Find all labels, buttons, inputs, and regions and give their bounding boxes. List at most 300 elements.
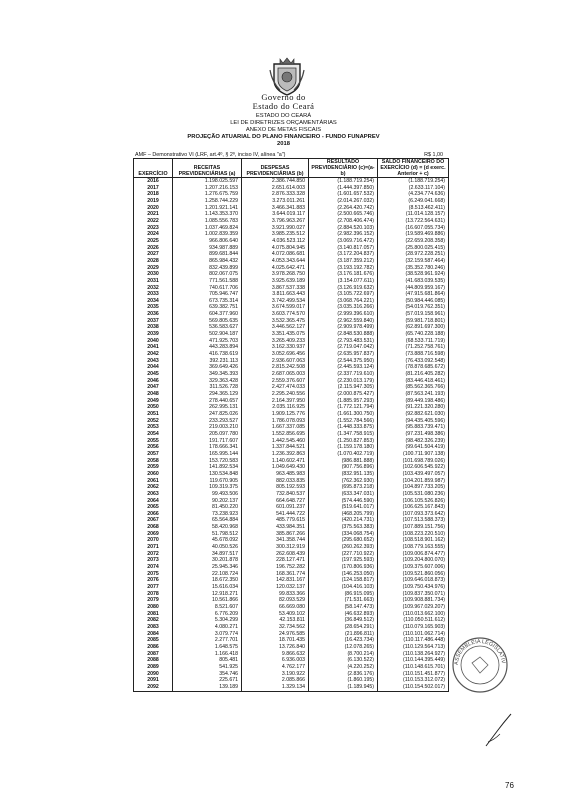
receitas-cell: 30.201.878 [173,557,242,564]
saldo-cell: (110.151.451.877) [378,671,449,678]
year-cell: 2060 [134,471,173,478]
receitas-cell: 369.649.426 [173,364,242,371]
receitas-cell: 805.481 [173,657,242,664]
receitas-cell: 8.521.607 [173,604,242,611]
year-cell: 2030 [134,271,173,278]
year-cell: 2029 [134,265,173,272]
table-row [134,458,449,465]
government-title-line1: Governo do [261,92,306,102]
year-cell: 2051 [134,411,173,418]
table-row [134,471,449,478]
year-cell: 2066 [134,511,173,518]
year-cell: 2039 [134,331,173,338]
receitas-cell: 6.776.209 [173,611,242,618]
year-cell: 2040 [134,338,173,345]
table-row [134,651,449,658]
resultado-cell: (2.999.396.610) [309,311,378,318]
table-row [134,265,449,272]
table-row [134,304,449,311]
saldo-cell: (110.148.615.701) [378,664,449,671]
receitas-cell: 899.681.844 [173,251,242,258]
table-row [134,205,449,212]
saldo-cell: (105.531.080.236) [378,491,449,498]
despesas-cell: 2.164.397.950 [242,398,309,405]
resultado-cell: (986.881.888) [309,458,378,465]
table-row [134,331,449,338]
resultado-cell: (519.641.017) [309,504,378,511]
resultado-cell: (21.896.811) [309,631,378,638]
table-row [134,478,449,485]
receitas-cell: 1.198.025.597 [173,178,242,185]
year-cell: 2076 [134,577,173,584]
despesas-cell: 53.409.102 [242,611,309,618]
resultado-cell: (1.159.178.180) [309,444,378,451]
table-row [134,411,449,418]
saldo-cell: (107.093.373.642) [378,511,449,518]
resultado-cell: (2.445.593.124) [309,364,378,371]
receitas-cell: 865.984.432 [173,258,242,265]
receitas-cell: 130.534.848 [173,471,242,478]
receitas-cell: 354.746 [173,671,242,678]
resultado-cell: (124.158.817) [309,577,378,584]
receitas-cell: 471.925.703 [173,338,242,345]
saldo-cell: (99.641.504.419) [378,444,449,451]
coat-of-arms-icon [268,56,306,96]
saldo-cell: (100.711.907.138) [378,451,449,458]
table-row [134,451,449,458]
despesas-cell: 882.033.835 [242,478,309,485]
resultado-cell: (46.632.893) [309,611,378,618]
resultado-cell: (3.154.077.611) [309,278,378,285]
resultado-cell: (375.563.383) [309,524,378,531]
header-exercicio: EXERCÍCIO [134,159,173,178]
resultado-cell: (104.416.103) [309,584,378,591]
despesas-cell: 3.978.268.750 [242,271,309,278]
resultado-cell: (58.147.473) [309,604,378,611]
saldo-cell: (16.607.055.734) [378,225,449,232]
saldo-cell: (85.562.365.766) [378,384,449,391]
saldo-cell: (98.482.326.239) [378,438,449,445]
despesas-cell: 4.762.177 [242,664,309,671]
resultado-cell: (3.068.764.221) [309,298,378,305]
resultado-cell: (2.719.047.042) [309,344,378,351]
despesas-cell: 433.984.351 [242,524,309,531]
header-law: LEI DE DIRETRIZES ORÇAMENTÁRIAS [230,120,337,126]
saldo-cell: (110.144.395.449) [378,657,449,664]
saldo-cell: (109.646.018.873) [378,577,449,584]
saldo-cell: (110.101.062.714) [378,631,449,638]
table-row [134,684,449,691]
table-row [134,298,449,305]
despesas-cell: 196.752.282 [242,564,309,571]
despesas-cell: 3.265.409.233 [242,338,309,345]
saldo-cell: (11.014.128.157) [378,211,449,218]
saldo-cell: (95.883.739.471) [378,424,449,431]
despesas-cell: 9.866.632 [242,651,309,658]
table-row [134,597,449,604]
saldo-cell: (81.216.405.282) [378,371,449,378]
despesas-cell: 1.786.078.093 [242,418,309,425]
resultado-cell: (762.362.930) [309,478,378,485]
saldo-cell: (8.513.462.411) [378,205,449,212]
saldo-cell: (76.433.092.548) [378,358,449,365]
receitas-cell: 12.918.271 [173,591,242,598]
resultado-cell: (2.230.013.179) [309,378,378,385]
receitas-cell: 3.079.774 [173,631,242,638]
resultado-cell: (1.347.758.915) [309,431,378,438]
receitas-cell: 99.493.506 [173,491,242,498]
table-row [134,624,449,631]
resultado-cell: (2.848.530.888) [309,331,378,338]
table-row [134,631,449,638]
despesas-cell: 2.936.607.063 [242,358,309,365]
receitas-cell: 247.825.026 [173,411,242,418]
year-cell: 2024 [134,231,173,238]
despesas-cell: 2.035.116.925 [242,404,309,411]
receitas-cell: 165.995.144 [173,451,242,458]
saldo-cell: (87.563.241.193) [378,391,449,398]
table-row [134,604,449,611]
table-row [134,611,449,618]
receitas-cell: 139.189 [173,684,242,691]
table-row [134,351,449,358]
receitas-cell: 934.987.889 [173,245,242,252]
resultado-cell: (1.188.719.254) [309,178,378,185]
year-cell: 2063 [134,491,173,498]
receitas-cell: 802.067.075 [173,271,242,278]
year-cell: 2077 [134,584,173,591]
year-cell: 2035 [134,304,173,311]
saldo-cell: (110.050.511.612) [378,617,449,624]
table-row [134,617,449,624]
year-cell: 2034 [134,298,173,305]
year-cell: 2022 [134,218,173,225]
saldo-cell: (109.750.434.976) [378,584,449,591]
year-cell: 2031 [134,278,173,285]
header-saldo: SALDO FINANCEIRO DO EXERCÍCIO (d) = (d exerc. Anterior + c) [378,159,449,178]
despesas-cell: 6.936.003 [242,657,309,664]
table-row [134,225,449,232]
table-row [134,584,449,591]
despesas-cell: 541.444.722 [242,511,309,518]
signature-icon [484,712,514,748]
saldo-cell: (44.809.959.167) [378,285,449,292]
year-cell: 2037 [134,318,173,325]
resultado-cell: (2.500.665.746) [309,211,378,218]
receitas-cell: 73.238.923 [173,511,242,518]
resultado-cell: (1.601.657.532) [309,191,378,198]
resultado-cell: (2.000.875.427) [309,391,378,398]
table-row [134,431,449,438]
year-cell: 2070 [134,537,173,544]
header-receitas: RECEITAS PREVIDENCIÁRIAS (a) [173,159,242,178]
saldo-cell: (108.518.901.162) [378,537,449,544]
receitas-cell: 5.304.299 [173,617,242,624]
resultado-cell: (695.873.218) [309,484,378,491]
despesas-cell: 3.925.639.189 [242,278,309,285]
year-cell: 2065 [134,504,173,511]
resultado-cell: (2.115.947.305) [309,384,378,391]
resultado-cell: (1.250.827.853) [309,438,378,445]
table-row [134,384,449,391]
protocol-stamp-icon [450,635,510,695]
table-row [134,438,449,445]
year-cell: 2041 [134,344,173,351]
year-cell: 2052 [134,418,173,425]
resultado-cell: (4.220.252) [309,664,378,671]
table-row [134,517,449,524]
table-row [134,537,449,544]
table-row [134,671,449,678]
despesas-cell: 2.386.744.850 [242,178,309,185]
saldo-cell: (106.625.167.843) [378,504,449,511]
receitas-cell: 705.946.747 [173,291,242,298]
year-cell: 2049 [134,398,173,405]
despesas-cell: 3.466.341.883 [242,205,309,212]
resultado-cell: (420.214.731) [309,517,378,524]
resultado-cell: (2.264.420.742) [309,205,378,212]
receitas-cell: 262.995.131 [173,404,242,411]
year-cell: 2023 [134,225,173,232]
receitas-cell: 1.143.353.370 [173,211,242,218]
receitas-cell: 392.231.113 [173,358,242,365]
table-row [134,531,449,538]
despesas-cell: 1.329.134 [242,684,309,691]
receitas-cell: 311.526.728 [173,384,242,391]
resultado-cell: (1.860.195) [309,677,378,684]
year-cell: 2067 [134,517,173,524]
despesas-cell: 1.337.844.521 [242,444,309,451]
despesas-cell: 168.361.774 [242,571,309,578]
year-cell: 2075 [134,571,173,578]
despesas-cell: 3.985.235.512 [242,231,309,238]
actuarial-projection-table [133,158,449,692]
receitas-cell: 58.420.968 [173,524,242,531]
despesas-cell: 3.674.599.017 [242,304,309,311]
saldo-cell: (110.117.486.448) [378,637,449,644]
resultado-cell: (3.140.817.057) [309,245,378,252]
year-cell: 2055 [134,438,173,445]
despesas-cell: 3.867.537.338 [242,285,309,292]
year-cell: 2056 [134,444,173,451]
year-cell: 2064 [134,498,173,505]
resultado-cell: (3.187.359.212) [309,258,378,265]
table-row [134,185,449,192]
saldo-cell: (110.013.662.100) [378,611,449,618]
table-row [134,677,449,684]
receitas-cell: 191.717.607 [173,438,242,445]
page-number: 76 [505,781,514,790]
saldo-cell: (108.223.220.510) [378,531,449,538]
receitas-cell: 966.806.640 [173,238,242,245]
receitas-cell: 541.925 [173,664,242,671]
resultado-cell: (2.544.375.950) [309,358,378,365]
receitas-cell: 1.002.839.359 [173,231,242,238]
year-cell: 2036 [134,311,173,318]
resultado-cell: (3.126.919.632) [309,285,378,292]
despesas-cell: 120.032.137 [242,584,309,591]
resultado-cell: (2.635.957.837) [309,351,378,358]
receitas-cell: 278.440.657 [173,398,242,405]
saldo-cell: (22.659.208.358) [378,238,449,245]
despesas-cell: 2.559.376.607 [242,378,309,385]
saldo-cell: (62.891.697.300) [378,324,449,331]
saldo-cell: (109.908.881.734) [378,597,449,604]
resultado-cell: (2.337.719.610) [309,371,378,378]
table-row [134,344,449,351]
resultado-cell: (260.262.393) [309,544,378,551]
despesas-cell: 3.052.696.456 [242,351,309,358]
resultado-cell: (1.448.333.875) [309,424,378,431]
year-cell: 2054 [134,431,173,438]
saldo-cell: (57.019.158.961) [378,311,449,318]
despesas-cell: 18.701.435 [242,637,309,644]
receitas-cell: 771.561.588 [173,278,242,285]
despesas-cell: 13.726.840 [242,644,309,651]
despesas-cell: 4.053.343.644 [242,258,309,265]
table-row [134,398,449,405]
receitas-cell: 832.439.899 [173,265,242,272]
table-row [134,324,449,331]
resultado-cell: (1.552.784.566) [309,418,378,425]
despesas-cell: 341.358.744 [242,537,309,544]
resultado-cell: (2.836.176) [309,671,378,678]
resultado-cell: (1.772.121.794) [309,404,378,411]
despesas-cell: 4.072.086.681 [242,251,309,258]
receitas-cell: 1.166.418 [173,651,242,658]
saldo-cell: (107.513.588.373) [378,517,449,524]
table-row [134,577,449,584]
year-cell: 2046 [134,378,173,385]
saldo-cell: (108.779.163.555) [378,544,449,551]
receitas-cell: 329.363.428 [173,378,242,385]
year-cell: 2081 [134,611,173,618]
resultado-cell: (8.700.214) [309,651,378,658]
year-cell: 2079 [134,597,173,604]
saldo-cell: (92.882.621.030) [378,411,449,418]
receitas-cell: 141.892.534 [173,464,242,471]
despesas-cell: 3.190.922 [242,671,309,678]
saldo-cell: (104.897.733.205) [378,484,449,491]
year-cell: 2071 [134,544,173,551]
table-row [134,311,449,318]
despesas-cell: 3.351.435.075 [242,331,309,338]
receitas-cell: 294.365.129 [173,391,242,398]
saldo-cell: (32.159.587.464) [378,258,449,265]
receitas-cell: 536.583.627 [173,324,242,331]
saldo-cell: (4.234.774.636) [378,191,449,198]
resultado-cell: (3.105.722.697) [309,291,378,298]
despesas-cell: 732.840.537 [242,491,309,498]
resultado-cell: (197.925.593) [309,557,378,564]
year-cell: 2084 [134,631,173,638]
year-cell: 2061 [134,478,173,485]
saldo-cell: (109.204.800.070) [378,557,449,564]
receitas-cell: 65.564.884 [173,517,242,524]
saldo-cell: (97.231.498.386) [378,431,449,438]
receitas-cell: 740.617.706 [173,285,242,292]
table-row [134,564,449,571]
resultado-cell: (6.130.522) [309,657,378,664]
despesas-cell: 2.085.866 [242,677,309,684]
demonstrative-reference: AMF – Demonstrativo VI (LRF, art.4º, § 2º, inciso IV, alínea "a") [135,152,286,158]
table-row [134,424,449,431]
table-row [134,657,449,664]
saldo-cell: (50.984.446.085) [378,298,449,305]
year-cell: 2074 [134,564,173,571]
receitas-cell: 4.080.271 [173,624,242,631]
resultado-cell: (907.756.896) [309,464,378,471]
table-row [134,378,449,385]
table-row [134,238,449,245]
year-cell: 2078 [134,591,173,598]
year-cell: 2057 [134,451,173,458]
receitas-cell: 225.671 [173,677,242,684]
saldo-cell: (65.740.228.188) [378,331,449,338]
table-row [134,318,449,325]
despesas-cell: 3.742.499.534 [242,298,309,305]
resultado-cell: (1.070.402.719) [309,451,378,458]
resultado-cell: (146.253.050) [309,571,378,578]
resultado-cell: (170.806.936) [309,564,378,571]
year-cell: 2042 [134,351,173,358]
saldo-cell: (103.439.497.057) [378,471,449,478]
receitas-cell: 45.678.092 [173,537,242,544]
despesas-cell: 3.644.019.117 [242,211,309,218]
year-cell: 2032 [134,285,173,292]
despesas-cell: 1.049.649.430 [242,464,309,471]
resultado-cell: (1.885.957.293) [309,398,378,405]
year-cell: 2058 [134,458,173,465]
saldo-cell: (110.138.264.927) [378,651,449,658]
resultado-cell: (574.446.590) [309,498,378,505]
receitas-cell: 40.050.526 [173,544,242,551]
table-row [134,484,449,491]
year-cell: 2018 [134,191,173,198]
despesas-cell: 385.867.266 [242,531,309,538]
saldo-cell: (110.153.312.072) [378,677,449,684]
receitas-cell: 90.202.137 [173,498,242,505]
year-cell: 2053 [134,424,173,431]
saldo-cell: (71.252.758.761) [378,344,449,351]
despesas-cell: 300.312.919 [242,544,309,551]
despesas-cell: 664.648.727 [242,498,309,505]
receitas-cell: 109.319.375 [173,484,242,491]
resultado-cell: (468.205.799) [309,511,378,518]
receitas-cell: 34.897.517 [173,551,242,558]
table-row [134,251,449,258]
resultado-cell: (2.884.520.103) [309,225,378,232]
year-cell: 2019 [134,198,173,205]
year-cell: 2073 [134,557,173,564]
year-cell: 2062 [134,484,173,491]
saldo-cell: (1.188.719.254) [378,178,449,185]
saldo-cell: (68.533.711.719) [378,338,449,345]
saldo-cell: (104.201.859.987) [378,478,449,485]
despesas-cell: 485.779.615 [242,517,309,524]
table-row [134,358,449,365]
receitas-cell: 81.450.220 [173,504,242,511]
despesas-cell: 66.669.080 [242,604,309,611]
saldo-cell: (109.006.874.477) [378,551,449,558]
resultado-cell: (2.014.267.032) [309,198,378,205]
despesas-cell: 1.667.337.085 [242,424,309,431]
despesas-cell: 3.532.365.475 [242,318,309,325]
saldo-cell: (109.967.029.207) [378,604,449,611]
despesas-cell: 3.446.562.127 [242,324,309,331]
receitas-cell: 10.561.866 [173,597,242,604]
table-row [134,211,449,218]
